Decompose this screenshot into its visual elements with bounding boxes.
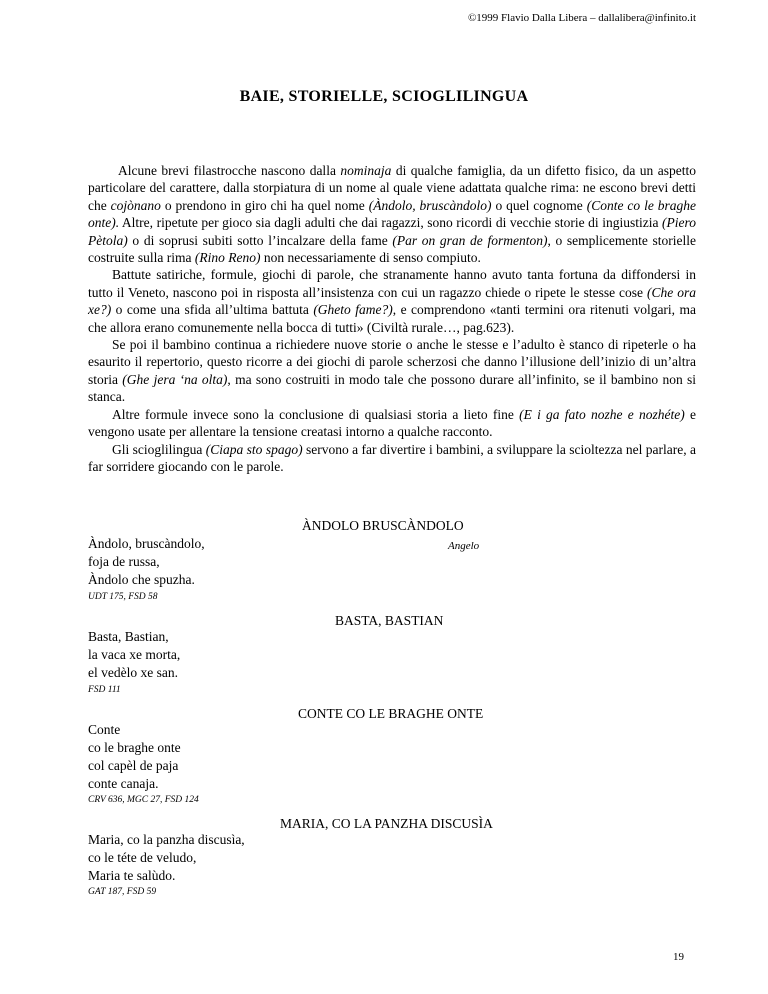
poem-title: MARIA, CO LA PANZHA DISCUSÌA (280, 816, 493, 831)
poem-line: la vaca xe morta, (88, 647, 181, 662)
poem-title: ÀNDOLO BRUSCÀNDOLO (302, 518, 464, 533)
poem-line: foja de russa, (88, 554, 160, 569)
page-title: BAIE, STORIELLE, SCIOGLILINGUA (239, 88, 529, 105)
poem-source: CRV 636, MGC 27, FSD 124 (88, 795, 199, 805)
italic-run: (Conte co le braghe onte). (88, 197, 696, 231)
text-run: Se poi il bambino continua a richiedere nuove storie o anche le stesse e l’adulto è stanco di ripeterle o ha esaurito il repertorio, questo ricorre a dei giochi di parole scherzosi che danno l’illusione dell’inizio di un’altra storia (88, 337, 696, 387)
poem-lines (88, 535, 205, 589)
paragraph (88, 406, 696, 441)
italic-run: (Par on gran de formenton) (392, 232, 548, 248)
text-run: e vengono usate per allentare la tensione creatasi intorno a qualche racconto. (88, 406, 697, 440)
poem-line: col capèl de paja (88, 758, 179, 773)
paragraph (88, 162, 696, 266)
paragraph (88, 336, 696, 406)
poem-lines (88, 628, 180, 682)
poem-subtitle: Angelo (448, 540, 480, 552)
poem-line: co le téte de veludo, (88, 850, 197, 865)
italic-run: (Che ora xe?) (88, 284, 697, 318)
text-run: servono a far divertire i bambini, a sviluppare la scioltezza nel parlare, a far sorridere giocando con le parole. (88, 441, 696, 474)
poem-line: Àndolo che spuzha. (88, 572, 195, 587)
poem-source: GAT 187, FSD 59 (88, 887, 157, 897)
page-number: 19 (673, 951, 684, 963)
italic-run: (Àndolo, bruscàndolo) (368, 197, 492, 213)
text-run: Battute satiriche, formule, giochi di parole, che stranamente hanno avuto tanta fortuna da diffondersi in tutto il Veneto, nascono poi in risposta all’insistenza con cui un ragazzo chiede o ripete le stesse cose (88, 267, 696, 300)
intro-text (88, 162, 696, 475)
italic-run: (Rino Reno) (194, 250, 261, 266)
poem-source: UDT 175, FSD 58 (88, 592, 158, 602)
text-run: di qualche famiglia, da un difetto fisico, da un aspetto particolare del carattere, dalla storpiatura di un nome al quale viene adattata qualche rima: ne escono brevi detti che (88, 163, 696, 213)
italic-run: nominaja (340, 163, 392, 178)
paragraph (88, 266, 696, 336)
page-header: ©1999 Flavio Dalla Libera – dallalibera@infinito.it (467, 12, 696, 24)
text-run: , o semplicemente storielle costruite sulla rima (88, 232, 696, 266)
poem-line: Àndolo, bruscàndolo, (88, 536, 205, 551)
text-run: non necessariamente di senso compiuto. (260, 250, 481, 266)
poem-lines (88, 721, 181, 793)
text-run: Gli scioglilingua (112, 441, 206, 457)
italic-run: (Ciapa sto spago) (205, 441, 303, 457)
italic-run: (Gheto fame?) (313, 302, 393, 318)
poem-line: co le braghe onte (88, 740, 181, 755)
text-run: Altre, ripetute per gioco sia dagli adulti che dai ragazzi, sono ricordi di vecchie storie di ingiustizia (119, 215, 662, 231)
poem-title: CONTE CO LE BRAGHE ONTE (298, 706, 484, 721)
poem-line: Maria te salùdo. (88, 868, 176, 883)
poem-line: conte canaja. (88, 776, 159, 791)
italic-run: (Ghe jera ‘na olta) (122, 371, 228, 387)
italic-run: cojònano (110, 197, 161, 213)
poem-source: FSD 111 (88, 685, 121, 695)
text-run: o prendono in giro chi ha quel nome (160, 197, 369, 213)
poem-line: el vedèlo xe san. (88, 665, 178, 680)
poem-title: BASTA, BASTIAN (335, 613, 444, 628)
text-run: o quel cognome (491, 197, 587, 213)
italic-run: (E i ga fato nozhe e nozhéte) (519, 406, 685, 422)
text-run: o di soprusi subiti sotto l’incalzare della fame (127, 232, 393, 248)
poem-line: Maria, co la panzha discusìa, (88, 832, 245, 847)
poem-line: Conte (88, 722, 121, 737)
text-run: , e comprendono «tanti termini ora ritenuti volgari, ma che allora erano comunemente nella bocca di tutti» (Civiltà rurale…, pag.623). (88, 302, 696, 335)
text-run: Alcune brevi filastrocche nascono dalla (118, 163, 341, 178)
italic-run: (Piero Pètola) (88, 215, 696, 248)
text-run: o come una sfida all’ultima battuta (111, 302, 314, 318)
text-run: , ma sono costruiti in modo tale che possono durare all’infinito, se il bambino non si stanca. (88, 371, 696, 405)
text-run: Altre formule invece sono la conclusione di qualsiasi storia a lieto fine (112, 406, 520, 422)
poem-line: Basta, Bastian, (88, 629, 169, 644)
paragraph (88, 441, 696, 476)
poem-lines (88, 831, 245, 885)
